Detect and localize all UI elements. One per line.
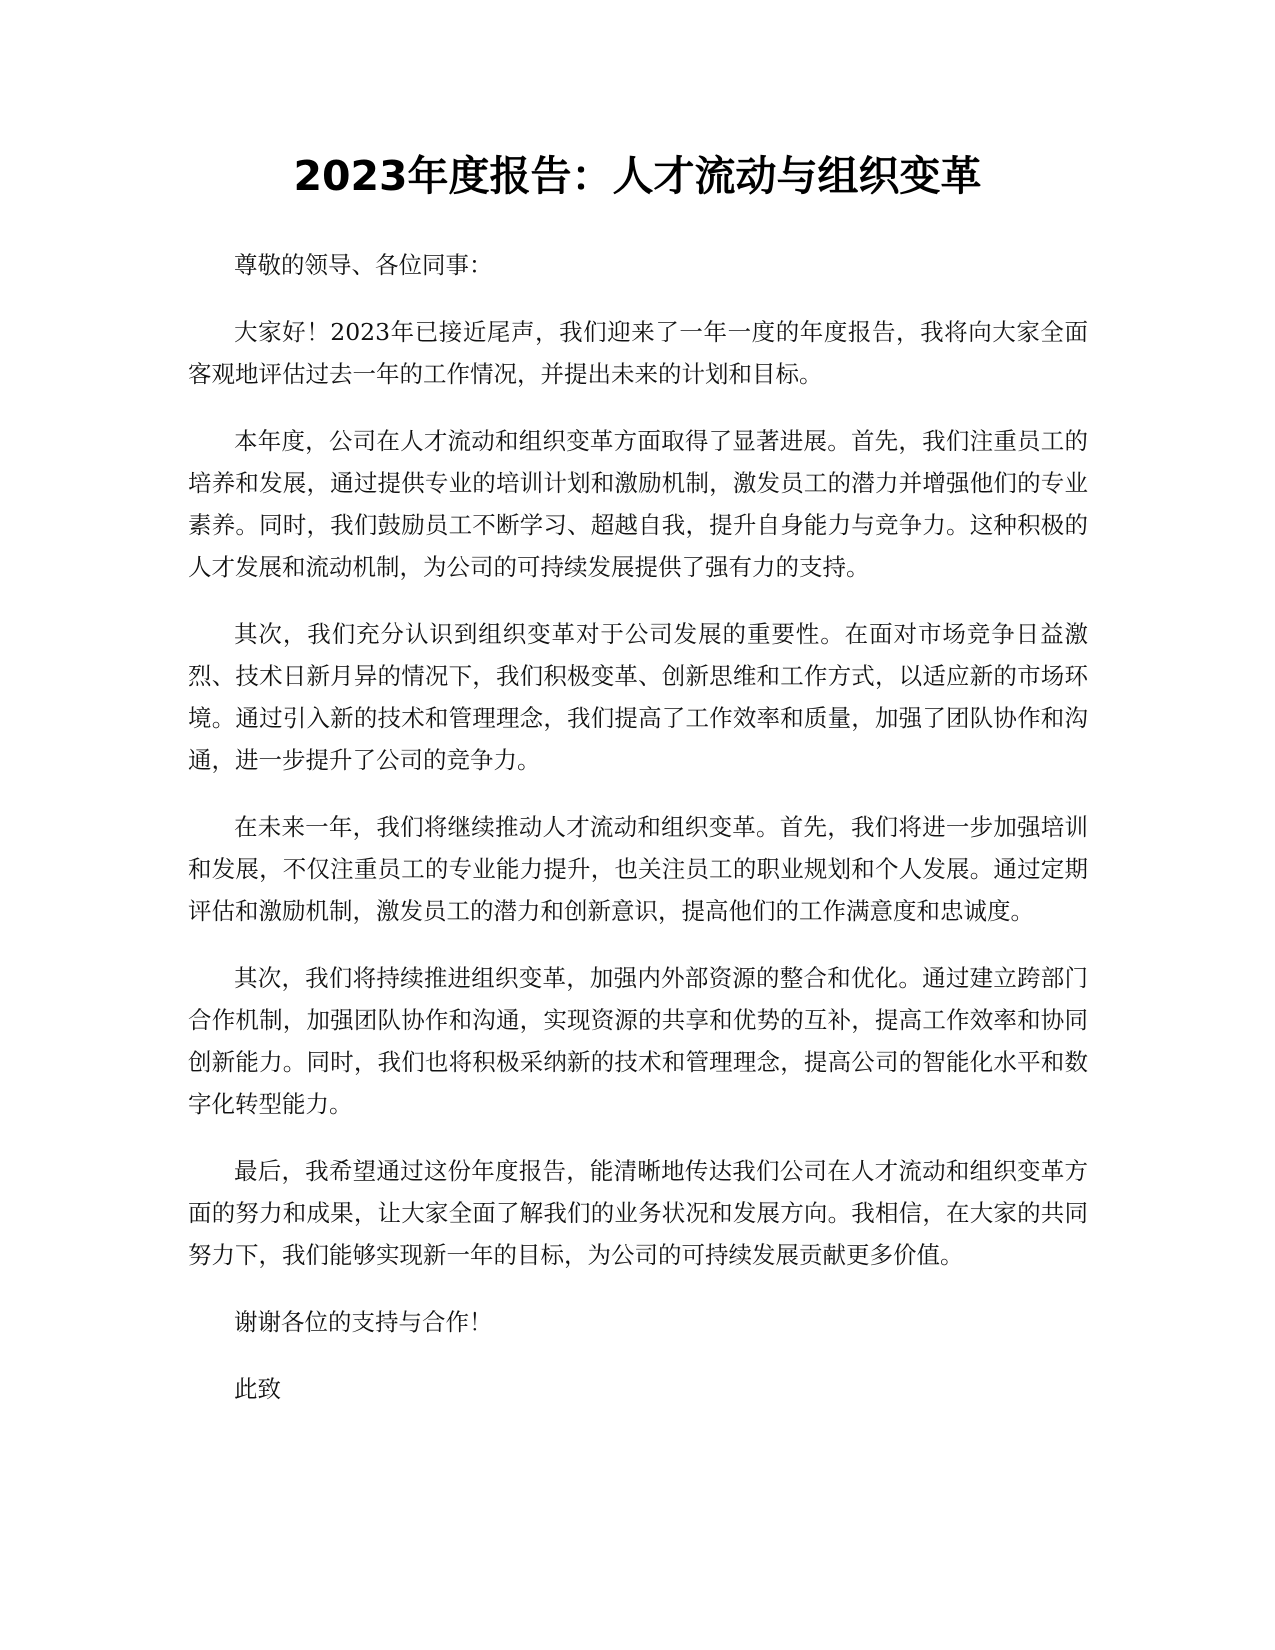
- paragraph: 在未来一年，我们将继续推动人才流动和组织变革。首先，我们将进一步加强培训和发展，不仅注重员工的专业能力提升，也关注员工的职业规划和个人发展。通过定期评估和激励机制，激发员工的潜力和创新意识，提高他们的工作满意度和忠诚度。: [188, 813, 1088, 925]
- closing-line: 此致: [234, 1375, 281, 1403]
- document-body: [188, 244, 1088, 1435]
- page-title: 2023年度报告：人才流动与组织变革: [293, 152, 982, 200]
- thanks-line: 谢谢各位的支持与合作！: [234, 1308, 493, 1336]
- paragraph: 其次，我们充分认识到组织变革对于公司发展的重要性。在面对市场竞争日益激烈、技术日新月异的情况下，我们积极变革、创新思维和工作方式，以适应新的市场环境。通过引入新的技术和管理理念，我们提高了工作效率和质量，加强了团队协作和沟通，进一步提升了公司的竞争力。: [188, 620, 1088, 774]
- paragraph: 大家好！2023年已接近尾声，我们迎来了一年一度的年度报告，我将向大家全面客观地评估过去一年的工作情况，并提出未来的计划和目标。: [188, 318, 1088, 388]
- paragraph: 本年度，公司在人才流动和组织变革方面取得了显著进展。首先，我们注重员工的培养和发展，通过提供专业的培训计划和激励机制，激发员工的潜力并增强他们的专业素养。同时，我们鼓励员工不断学习、超越自我，提升自身能力与竞争力。这种积极的人才发展和流动机制，为公司的可持续发展提供了强有力的支持。: [188, 427, 1088, 581]
- paragraph: 其次，我们将持续推进组织变革，加强内外部资源的整合和优化。通过建立跨部门合作机制，加强团队协作和沟通，实现资源的共享和优势的互补，提高工作效率和协同创新能力。同时，我们也将积极采纳新的技术和管理理念，提高公司的智能化水平和数字化转型能力。: [188, 964, 1088, 1118]
- paragraph: 最后，我希望通过这份年度报告，能清晰地传达我们公司在人才流动和组织变革方面的努力和成果，让大家全面了解我们的业务状况和发展方向。我相信，在大家的共同努力下，我们能够实现新一年的目标，为公司的可持续发展贡献更多价值。: [188, 1157, 1088, 1269]
- salutation: 尊敬的领导、各位同事：: [234, 251, 493, 279]
